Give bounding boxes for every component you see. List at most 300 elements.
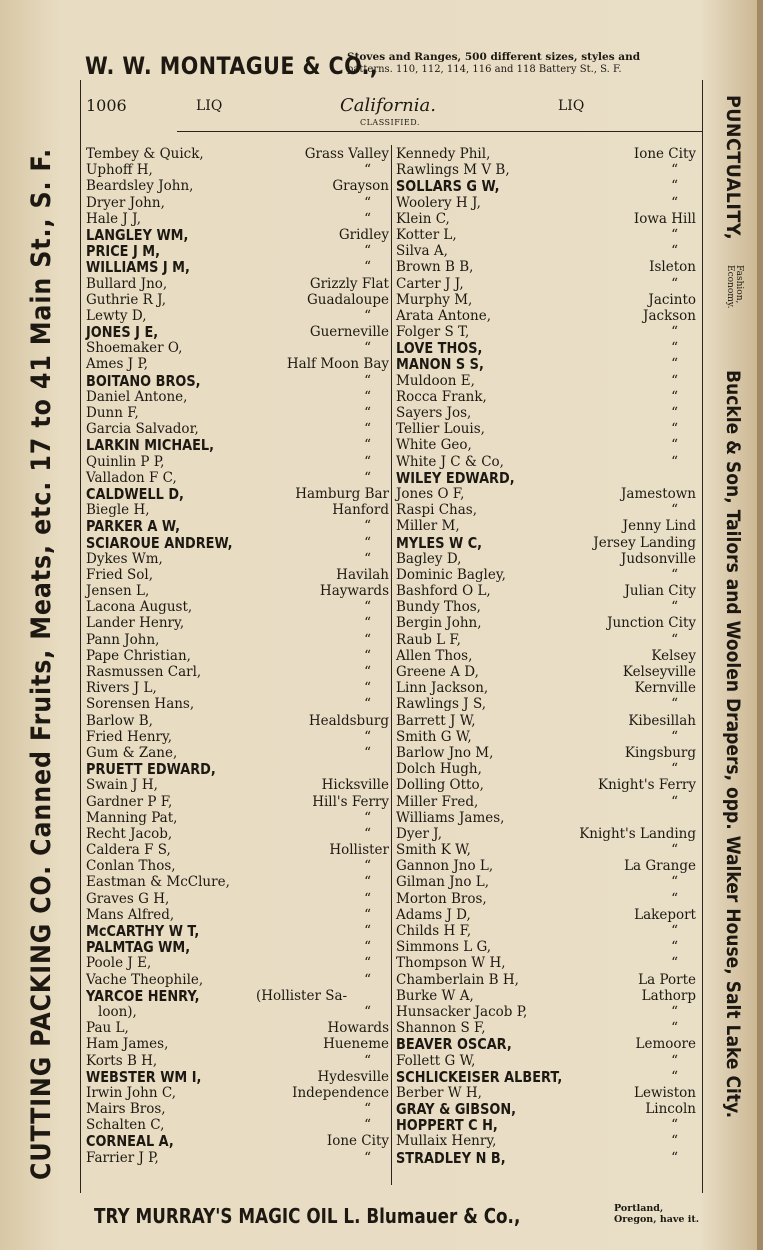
right-ad-economy: Economy. [725,265,735,309]
ditto-mark: “ [364,469,371,486]
listing-row [396,1150,696,1166]
listing-name: Rasmussen Carl, [86,664,202,680]
listing-name: Adams J D, [396,906,471,923]
ditto-mark: “ [364,647,371,664]
listing-name: Barrett J W, [396,712,476,729]
ditto-mark: “ [364,874,371,891]
ditto-mark: “ [364,388,371,405]
listing-place: Kingsburg [624,744,696,761]
ditto-mark: “ [671,243,678,260]
listing-row [86,1101,389,1117]
listing-name: Muldoon E, [396,372,475,389]
listing-row [86,1133,389,1149]
listing-row [396,535,696,551]
ditto-mark: “ [671,275,678,292]
ditto-mark: “ [364,599,371,616]
listing-place: La Grange [624,858,696,875]
ditto-mark: “ [364,1052,371,1069]
classified-label: CLASSIFIED. [360,118,420,127]
listing-row [86,988,389,1004]
listing-row [396,195,696,211]
ditto-mark: “ [364,825,371,842]
ditto-mark: “ [364,680,371,697]
listing-name: Irwin John C, [86,1084,177,1101]
listing-place: Jenny Lind [622,518,696,535]
listing-name: BEAVER OSCAR, [396,1035,512,1054]
listing-name: Ham James, [86,1036,169,1053]
listing-name: Rivers J L, [86,680,157,697]
listing-row [86,1085,389,1101]
ditto-mark: “ [671,324,678,341]
listing-row [396,276,696,292]
listing-row [396,729,696,745]
ditto-mark: “ [671,874,678,891]
listing-name: Burke W A, [396,987,474,1004]
listing-name: PALMTAG WM, [86,938,191,957]
ditto-mark: “ [364,809,371,826]
listing-name: Ames J P, [86,356,149,373]
listing-name: Bagley D, [396,550,462,567]
listing-row [396,696,696,712]
listing-name: Chamberlain B H, [396,971,519,988]
ditto-mark: “ [364,453,371,470]
listing-name: Brown B B, [396,259,474,276]
top-ad-company: W. W. MONTAGUE & CO., [85,52,379,80]
listing-place: Ione City [633,146,696,162]
ditto-mark: “ [364,890,371,907]
listing-place: Grayson [332,178,389,195]
listing-row [86,518,389,534]
listing-name: MYLES W C, [396,533,483,552]
ditto-mark: “ [671,955,678,972]
listing-row [86,195,389,211]
ditto-mark: “ [671,631,678,648]
ditto-mark: “ [671,372,678,389]
listing-row [86,777,389,793]
listing-name: Kennedy Phil, [396,146,491,162]
ditto-mark: “ [364,1149,371,1166]
listing-place: Jamestown [621,485,696,502]
listing-name: Dykes Wm, [86,550,163,567]
ditto-mark: “ [364,939,371,956]
ditto-mark: “ [364,631,371,648]
listing-name: Mairs Bros, [86,1101,166,1118]
listing-name: Dominic Bagley, [396,566,506,583]
listing-name: Sorensen Hans, [86,696,195,713]
listing-name: Swain J H, [86,777,158,794]
ditto-mark: “ [364,307,371,324]
listing-name: WILLIAMS J M, [86,258,190,277]
listing-row [86,405,389,421]
listing-row [86,696,389,712]
listing-row [396,1053,696,1069]
ditto-mark: “ [364,728,371,745]
listing-name: Rawlings M V B, [396,162,510,179]
listing-place: Haywards [319,583,389,600]
listing-row [396,874,696,890]
listing-row [86,340,389,356]
listing-place: Healdsburg [308,712,389,729]
listing-row [396,955,696,971]
listing-row [86,551,389,567]
listing-row [396,680,696,696]
listing-place: Isleton [649,259,696,276]
ditto-mark: “ [671,1020,678,1037]
listing-name: SCIAROUE ANDREW, [86,533,233,552]
listing-row [396,178,696,194]
listing-row [396,923,696,939]
listing-row [396,470,696,486]
listing-place: Grass Valley [304,146,389,162]
listing-row [86,227,389,243]
listing-row [86,745,389,761]
listing-name: White J C & Co, [396,453,504,470]
listing-row [86,276,389,292]
listing-name: Bullard Jno, [86,275,168,292]
ditto-mark: “ [671,761,678,778]
listing-row [86,1069,389,1085]
listing-row [396,1036,696,1052]
listing-row [396,794,696,810]
ditto-mark: “ [364,1003,371,1020]
listing-name: Korts B H, [86,1052,158,1069]
listing-name: Jensen L, [86,583,150,600]
listing-row [396,389,696,405]
right-margin-advertisement [708,95,748,1175]
page-title: California. [340,95,436,116]
listing-name: Bashford O L, [396,583,491,600]
listing-name: Daniel Antone, [86,388,188,405]
listing-name: LOVE THOS, [396,339,483,358]
listing-name: Vache Theophile, [86,971,204,988]
listing-name: Follett G W, [396,1052,476,1069]
listing-name: Gardner P F, [86,793,173,810]
ditto-mark: “ [364,664,371,680]
listing-name: Fried Henry, [86,728,173,745]
listing-place: Hicksville [321,777,389,794]
listing-row [396,502,696,518]
listing-row [86,373,389,389]
top-ad-line-1: Stoves and Ranges, 500 different sizes, styles and [347,51,641,63]
ditto-mark: “ [671,388,678,405]
ditto-mark: “ [671,842,678,859]
listing-row [396,259,696,275]
listing-row [86,356,389,372]
listing-row [86,470,389,486]
ditto-mark: “ [364,372,371,389]
listing-row [86,680,389,696]
listing-name: Mans Alfred, [86,906,175,923]
listing-row [396,858,696,874]
listing-name: Mullaix Henry, [396,1133,497,1150]
listing-row [86,1020,389,1036]
ditto-mark: “ [671,405,678,421]
listing-row [86,810,389,826]
ditto-mark: “ [364,421,371,438]
listing-name: Tellier Louis, [396,421,485,438]
ditto-mark: “ [671,1068,678,1085]
listing-row [86,389,389,405]
listing-name: PARKER A W, [86,517,180,536]
ditto-mark: “ [364,696,371,713]
listing-place: Knight's Ferry [598,777,696,794]
listing-place: Kibesillah [628,712,696,729]
listing-name: Dryer John, [86,194,165,211]
listing-name: Dolch Hugh, [396,761,482,778]
listing-name: Pau L, [86,1020,129,1037]
bottom-ad-small: Portland, Oregon, have it. [614,1203,700,1225]
listing-row [396,1101,696,1117]
listing-place: Judsonville [620,550,696,567]
ditto-mark: “ [364,259,371,276]
listing-row [86,713,389,729]
listing-row [86,1036,389,1052]
listing-name: Tembey & Quick, [86,146,204,162]
listing-row [86,1053,389,1069]
listing-row [86,292,389,308]
listing-name: Williams James, [396,809,505,826]
listing-row [86,1150,389,1166]
ditto-mark: “ [364,437,371,454]
listing-name: White Geo, [396,437,472,454]
ditto-mark: “ [671,1003,678,1020]
right-ad-fashion: Fashion, [734,265,744,304]
section-code-right: LIQ [558,98,585,114]
listing-name: Woolery H J, [396,194,481,211]
listing-row [86,502,389,518]
listing-name: Caldera F S, [86,842,171,859]
listing-name: Rawlings J S, [396,696,487,713]
listing-row [86,729,389,745]
listing-name: Eastman & McClure, [86,874,230,891]
ditto-mark: “ [671,696,678,713]
listing-name: Valladon F C, [86,469,177,486]
listing-row [86,567,389,583]
listing-name: Berber W H, [396,1084,482,1101]
listing-name: Gum & Zane, [86,744,178,761]
ditto-mark: “ [364,405,371,421]
listing-name: Carter J J, [396,275,464,292]
ditto-mark: “ [364,518,371,535]
bottom-ad-main: TRY MURRAY'S MAGIC OIL L. Blumauer & Co., [94,1204,521,1228]
listing-name: Bergin John, [396,615,482,632]
listing-row [396,648,696,664]
left-margin-ad-text: CUTTING PACKING CO. Canned Fruits, Meats, etc. 17 to 41 Main St., S. F. [26,147,57,1180]
listing-name: Manning Pat, [86,809,178,826]
listing-row [86,486,389,502]
top-advertisement [85,48,695,82]
listing-name: Shannon S F, [396,1020,486,1037]
right-listing-column [396,146,696,1166]
listing-name: GRAY & GIBSON, [396,1100,517,1119]
listing-row [86,907,389,923]
listing-name: Schalten C, [86,1117,165,1134]
listing-row [396,761,696,777]
listing-place: Lemoore [635,1036,696,1053]
listing-row [86,826,389,842]
listing-place: Havilah [336,566,389,583]
listing-name: Lewty D, [86,307,147,324]
listing-row [396,567,696,583]
listing-row [86,615,389,631]
listing-row [396,243,696,259]
listing-name: Childs H F, [396,923,472,939]
ditto-mark: “ [364,1101,371,1118]
listing-row [86,535,389,551]
listing-row [396,518,696,534]
listing-row [86,939,389,955]
listing-row [86,842,389,858]
header-rule [177,131,703,132]
listing-row [396,1020,696,1036]
listing-row [86,923,389,939]
listing-row [86,761,389,777]
listing-row [396,437,696,453]
listing-name: Murphy M, [396,291,473,308]
listing-row [86,599,389,615]
listing-row [396,421,696,437]
ditto-mark: “ [671,939,678,956]
listing-name: Poole J E, [86,955,152,972]
listing-row [86,243,389,259]
listing-row [396,632,696,648]
page-edge [757,0,763,1250]
ditto-mark: “ [671,421,678,438]
listing-row [396,211,696,227]
ditto-mark: “ [364,971,371,988]
listing-place: Julian City [624,583,696,600]
listing-name: Dunn F, [86,405,139,421]
listing-place: Kelseyville [622,664,696,680]
listing-row [86,874,389,890]
listing-name: Pann John, [86,631,160,648]
listing-row [86,648,389,664]
listing-name: Fried Sol, [86,566,154,583]
listing-name: PRICE J M, [86,242,160,261]
bottom-advertisement [94,1198,698,1234]
listing-place: Jacinto [648,291,696,308]
listing-name: Bundy Thos, [396,599,481,616]
listing-row [396,599,696,615]
listing-row [396,777,696,793]
listing-place: Guadaloupe [307,291,389,308]
listing-name: Linn Jackson, [396,680,489,697]
top-ad-line-2: patterns. 110, 112, 114, 116 and 118 Battery St., S. F. [347,64,622,75]
listing-place: Hydesville [317,1068,389,1085]
listing-name: Conlan Thos, [86,858,176,875]
ditto-mark: “ [364,194,371,211]
ditto-mark: “ [671,162,678,179]
listing-row [396,308,696,324]
listing-place: Lincoln [645,1101,696,1118]
listing-name: Jones O F, [396,485,465,502]
listing-row [86,259,389,275]
listing-row [396,551,696,567]
listing-place: Independence [292,1084,389,1101]
ditto-mark: “ [671,1052,678,1069]
ditto-mark: “ [671,226,678,243]
listing-row [86,324,389,340]
listing-name: Biegle H, [86,502,150,519]
listing-row [86,858,389,874]
listing-name: Hale J J, [86,210,142,227]
listing-name: Dyer J, [396,825,443,842]
ditto-mark: “ [364,923,371,939]
listing-row [86,955,389,971]
section-code-left: LIQ [196,98,223,114]
ditto-mark: “ [364,906,371,923]
ditto-mark: “ [364,162,371,179]
listing-row [86,437,389,453]
listing-place: Iowa Hill [633,210,696,227]
listing-place: Hanford [332,502,389,519]
listing-place: Guerneville [309,324,389,341]
listing-row [396,340,696,356]
listing-name: Hunsacker Jacob P, [396,1003,528,1020]
listing-name: STRADLEY N B, [396,1148,506,1167]
listing-place: Kelsey [651,647,696,664]
listing-name: loon), [98,1003,137,1020]
ditto-mark: “ [364,615,371,632]
ditto-mark: “ [671,890,678,907]
listing-name: Guthrie R J, [86,291,167,308]
listing-row [396,227,696,243]
right-ad-buckle-son: Buckle & Son, Tailors and Woolen Drapers, opp. Walker House, Salt Lake City. [722,370,744,1119]
listing-name: Sayers Jos, [396,405,472,421]
listing-name: McCARTHY W T, [86,922,200,940]
listing-place: La Porte [638,971,696,988]
listing-name: Pape Christian, [86,647,191,664]
ditto-mark: “ [671,194,678,211]
ditto-mark: “ [671,178,678,195]
ditto-mark: “ [364,340,371,357]
ditto-mark: “ [364,243,371,260]
listing-row [396,324,696,340]
listing-name: Morton Bros, [396,890,487,907]
right-ad-punctuality: PUNCTUALITY, [722,95,744,241]
listing-place: Hollister [329,842,389,859]
ditto-mark: “ [671,1149,678,1166]
listing-name: Farrier J P, [86,1149,159,1166]
listing-name: Silva A, [396,243,448,260]
ditto-mark: “ [364,858,371,875]
listing-place: Jersey Landing [593,534,696,551]
listing-place: Howards [327,1020,389,1037]
listing-name: Lacona August, [86,599,193,616]
listing-row [86,891,389,907]
listing-row [396,988,696,1004]
listing-name: Dolling Otto, [396,777,484,794]
ditto-mark: “ [671,1133,678,1150]
listing-note: (Hollister Sa- [256,987,348,1004]
left-listing-column [86,146,389,1166]
ditto-mark: “ [364,744,371,761]
listing-name: Klein C, [396,210,450,227]
listing-row [396,1085,696,1101]
listing-name: Simmons L G, [396,939,492,956]
listing-row [86,421,389,437]
listing-name: Smith K W, [396,842,471,859]
listing-place: Lakeport [634,906,696,923]
left-margin-advertisement [14,100,64,1180]
listing-name: Thompson W H, [396,955,506,972]
listing-place: Hueneme [323,1036,389,1053]
listing-row [396,810,696,826]
ditto-mark: “ [364,1117,371,1134]
listing-place: Junction City [607,615,696,632]
listing-place: Knight's Landing [579,825,696,842]
listing-row [86,664,389,680]
